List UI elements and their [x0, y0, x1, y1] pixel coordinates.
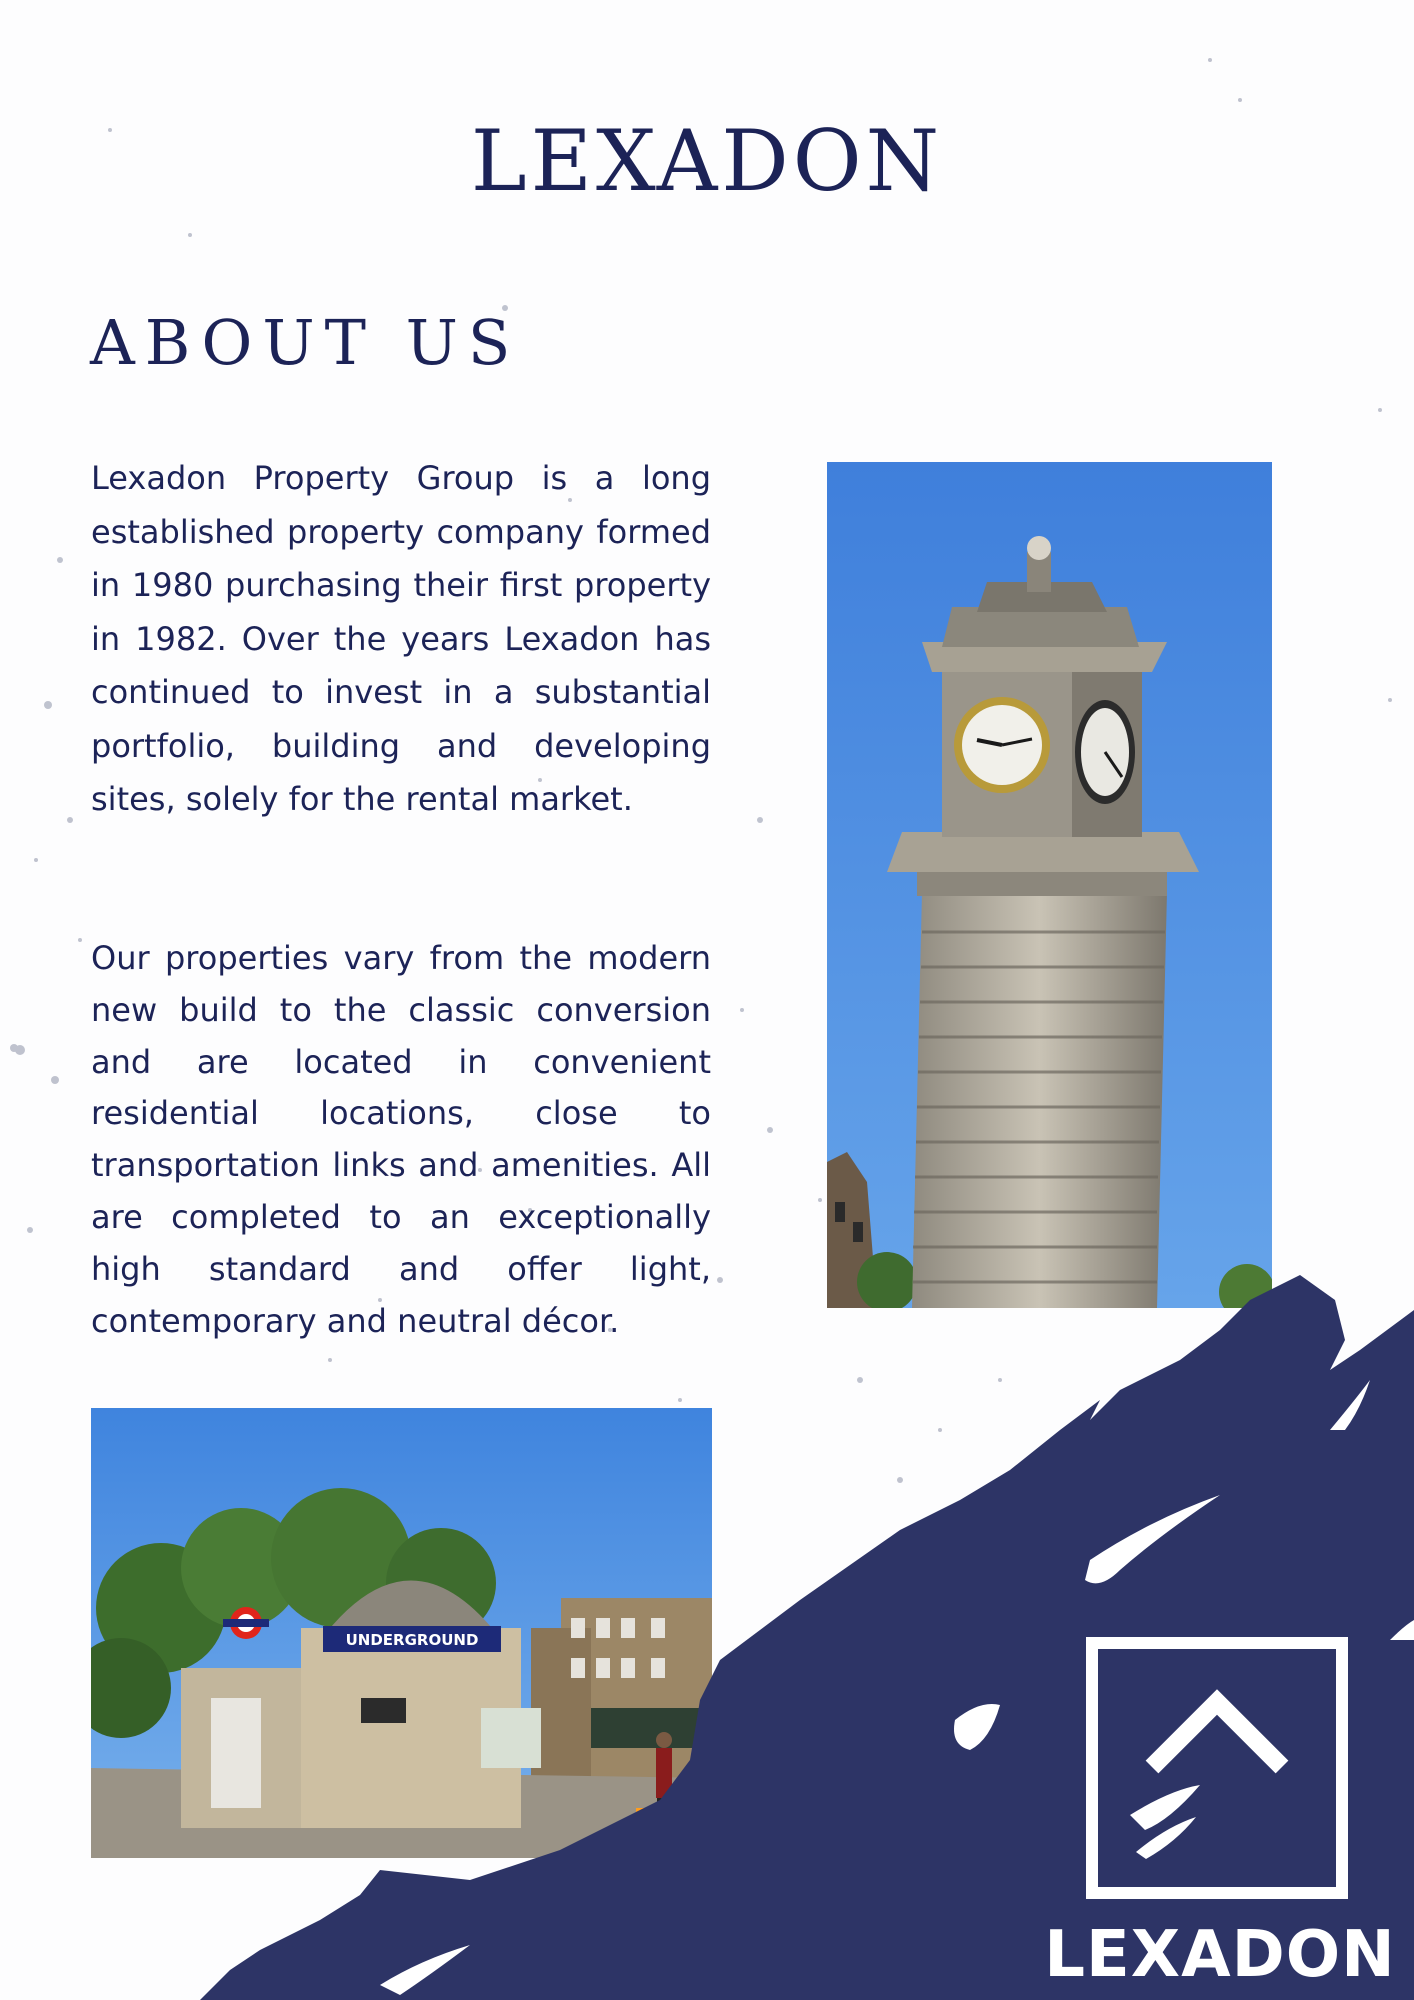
brand-title: LEXADON — [470, 112, 944, 210]
house-roof-icon — [1086, 1637, 1348, 1899]
underground-sign-text: UNDERGROUND — [345, 1631, 479, 1649]
house-roof-logo — [1086, 1637, 1348, 1899]
logo-wordmark: LEXADON — [1044, 1918, 1396, 1992]
about-paragraph-history: Lexadon Property Group is a long established property company formed in 1980 purchasing their first property in 1982. Over the years Lexadon has continued to invest in a substantial portfolio, building and developing sites, solely for the rental market. — [91, 459, 711, 818]
about-paragraph-properties: Our properties vary from the modern new build to the classic conversion and are located in convenient residential locations, close to transportation links and amenities. All are completed to an exceptionally high standard and offer light, contemporary and neutral décor. — [91, 939, 711, 1340]
about-us-heading: ABOUT US — [90, 306, 521, 379]
